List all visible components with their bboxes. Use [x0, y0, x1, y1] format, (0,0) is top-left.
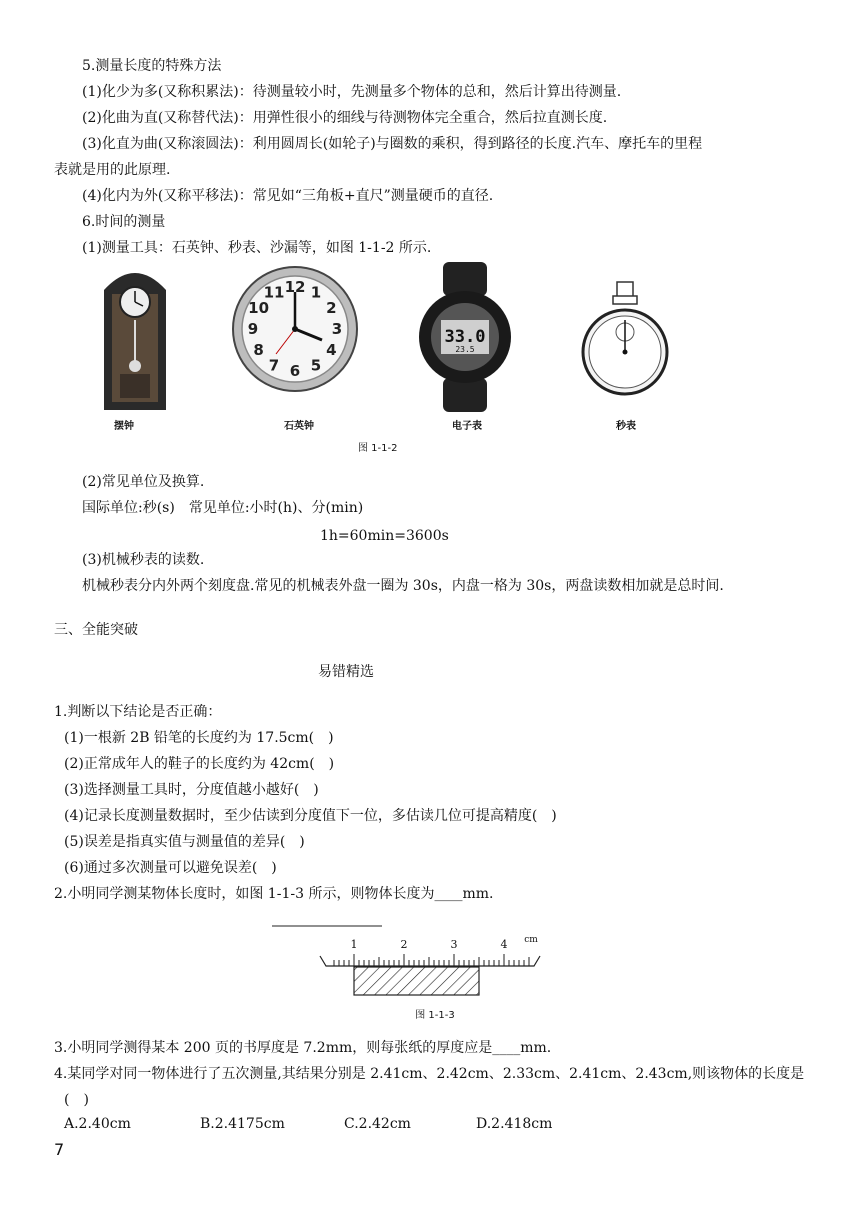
conversion-line: 1h=60min=3600s	[320, 528, 449, 544]
q1-item-6: (6)通过多次测量可以避免误差( )	[64, 860, 277, 876]
q3-stem: 3.小明同学测得某本 200 页的书厚度是 7.2mm，则每张纸的厚度应是____mm.	[54, 1040, 552, 1056]
q4-paren: ( )	[64, 1092, 89, 1108]
method-4: (4)化内为外(又称平移法)：常见如“三角板+直尺”测量硬币的直径.	[82, 188, 494, 204]
figure-label: 图 1-1-2	[358, 443, 398, 454]
clock-number-2: 2	[326, 299, 337, 317]
q4-option-c: C.2.42cm	[344, 1116, 411, 1132]
digital-watch-image	[415, 262, 515, 412]
q4-option-d: D.2.418cm	[476, 1116, 553, 1132]
clock-number-9: 9	[247, 320, 259, 338]
method-2: (2)化曲为直(又称替代法)：用弹性很小的细线与待测物体完全重合，然后拉直测长度.	[82, 110, 608, 126]
digital-display-text: 33.0	[444, 327, 486, 347]
q1-item-5: (5)误差是指真实值与测量值的差异( )	[64, 834, 305, 850]
figure-1-1-3-ruler	[268, 920, 558, 1030]
q2-stem: 2.小明同学测某物体长度时，如图 1-1-3 所示，则物体长度为____mm.	[54, 886, 494, 902]
reading-title: (3)机械秒表的读数.	[82, 552, 205, 568]
clock-number-11: 11	[263, 283, 285, 302]
clock-number-12: 12	[284, 278, 306, 296]
units-title: (2)常见单位及换算.	[82, 474, 205, 490]
caption-digital-watch: 电子表	[452, 421, 482, 432]
q1-item-1: (1)一根新 2B 铅笔的长度约为 17.5cm( )	[64, 730, 334, 746]
units-line: 国际单位:秒(s) 常见单位:小时(h)、分(min)	[82, 500, 364, 516]
q4-option-a: A.2.40cm	[64, 1116, 131, 1132]
q1-item-2: (2)正常成年人的鞋子的长度约为 42cm( )	[64, 756, 335, 772]
method-1: (1)化少为多(又称积累法)：待测量较小时，先测量多个物体的总和，然后计算出待测量.	[82, 84, 622, 100]
part3-subtitle: 易错精选	[318, 664, 374, 680]
q4-option-b: B.2.4175cm	[200, 1116, 285, 1132]
clock-number-5: 5	[310, 356, 322, 375]
figure-1-1-2	[80, 262, 800, 452]
section6-title: 6.时间的测量	[82, 214, 166, 230]
method-3-line2: 表就是用的此原理.	[54, 162, 171, 178]
ruler-unit: cm	[524, 935, 538, 945]
caption-pendulum-clock: 摆钟	[114, 421, 134, 432]
tools-line: (1)测量工具：石英钟、秒表、沙漏等，如图 1-1-2 所示.	[82, 240, 432, 256]
q1-item-4: (4)记录长度测量数据时，至少估读到分度值下一位，多估读几位可提高精度( )	[64, 808, 557, 824]
pendulum-clock-image	[90, 262, 180, 412]
clock-number-1: 1	[310, 283, 322, 302]
section5-title: 5.测量长度的特殊方法	[82, 58, 222, 74]
ruler-number-1: 1	[350, 938, 358, 951]
quartz-clock-image	[230, 264, 360, 394]
q1-item-3: (3)选择测量工具时，分度值越小越好( )	[64, 782, 319, 798]
part3-title: 三、全能突破	[54, 622, 138, 638]
caption-stopwatch: 秒表	[616, 421, 636, 432]
stopwatch-image	[580, 280, 670, 410]
clock-number-6: 6	[289, 362, 301, 380]
reading-line: 机械秒表分内外两个刻度盘.常见的机械表外盘一圈为 30s，内盘一格为 30s，两盘读数相加就是总时间.	[82, 578, 724, 594]
q4-stem: 4.某同学对同一物体进行了五次测量,其结果分别是 2.41cm、2.42cm、2.33cm、2.41cm、2.43cm,则该物体的长度是	[54, 1066, 805, 1082]
measured-object	[354, 967, 479, 995]
clock-number-7: 7	[268, 356, 280, 375]
figure-1-1-3-label: 图 1-1-3	[415, 1010, 455, 1021]
ruler-number-2: 2	[400, 938, 408, 951]
ruler-number-4: 4	[500, 938, 508, 951]
page-number: 7	[54, 1140, 65, 1159]
digital-sub-text: 23.5	[455, 345, 475, 354]
clock-number-4: 4	[326, 341, 337, 359]
clock-number-8: 8	[253, 341, 264, 359]
method-3-line1: (3)化直为曲(又称滚圆法)：利用圆周长(如轮子)与圈数的乘积，得到路径的长度.汽车、摩托车的里程	[82, 136, 703, 152]
clock-number-3: 3	[331, 320, 343, 338]
caption-quartz-clock: 石英钟	[284, 421, 314, 432]
ruler-number-3: 3	[450, 938, 458, 951]
q1-stem: 1.判断以下结论是否正确：	[54, 704, 222, 720]
clock-number-10: 10	[248, 299, 270, 317]
